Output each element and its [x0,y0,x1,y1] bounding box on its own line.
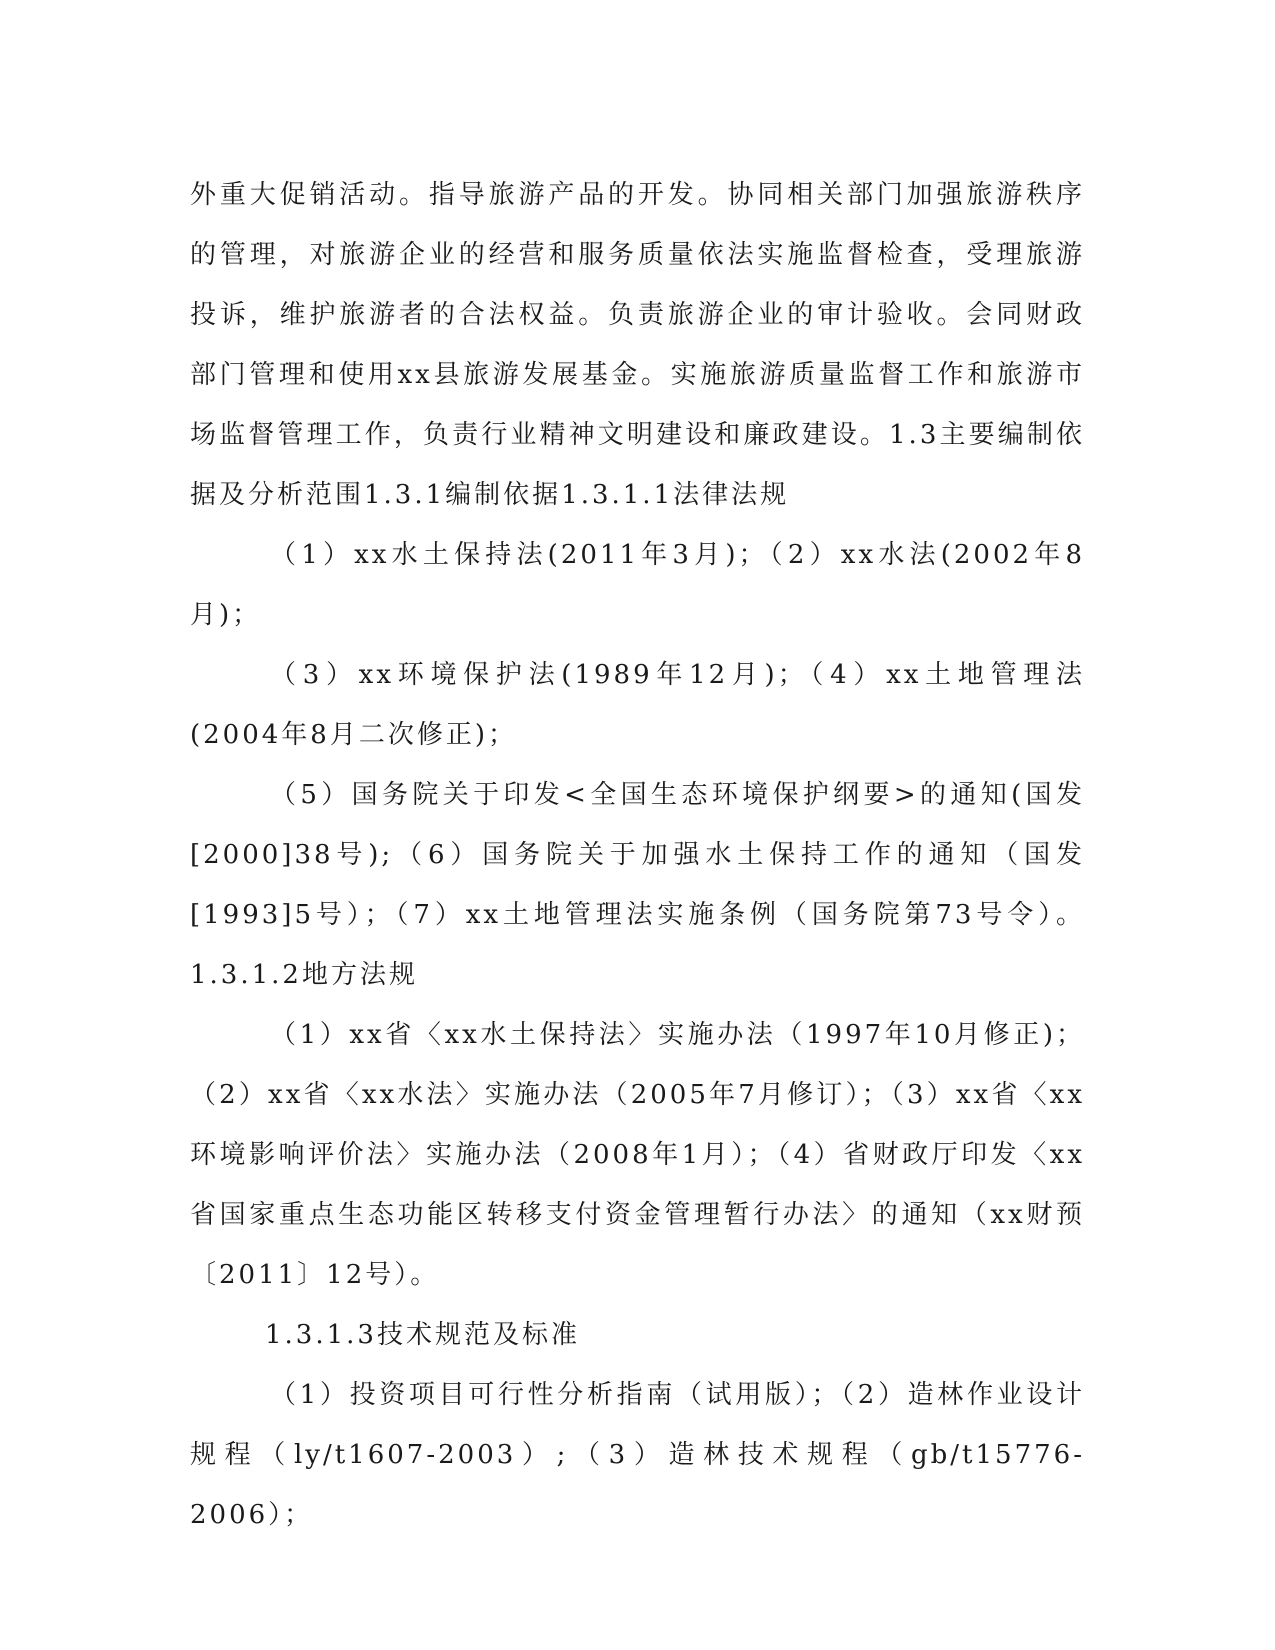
paragraph-local-regulations: （1）xx省〈xx水土保持法〉实施办法（1997年10月修正)；（2）xx省〈xx水法〉实施办法（2005年7月修订）；（3）xx省〈xx环境影响评价法〉实施办法（2008年1月）；（4）省财政厅印发〈xx省国家重点生态功能区转移支付资金管理暂行办法〉的通知（xx财预〔2011〕12号）。 [190,1020,1085,1290]
paragraph-technical-standards: （1）投资项目可行性分析指南（试用版）；（2）造林作业设计规程（ly/t1607-2003）;（3）造林技术规程（gb/t15776-2006）； [190,1380,1085,1530]
paragraph-law-list-2: （3）xx环境保护法(1989年12月)；（4）xx土地管理法(2004年8月二次修正)； [190,660,1085,750]
section-heading-technical-standards: 1.3.1.3技术规范及标准 [265,1320,580,1350]
paragraph-state-council-notices: （5）国务院关于印发<全国生态环境保护纲要>的通知(国发[2000]38号);（6）国务院关于加强水土保持工作的通知（国发[1993]5号）；（7）xx土地管理法实施条例（国务院第73号令）。1.3.1.2地方法规 [190,780,1085,990]
paragraph-tourism-duties: 外重大促销活动。指导旅游产品的开发。协同相关部门加强旅游秩序的管理，对旅游企业的经营和服务质量依法实施监督检查，受理旅游投诉，维护旅游者的合法权益。负责旅游企业的审计验收。会同财政部门管理和使用xx县旅游发展基金。实施旅游质量监督工作和旅游市场监督管理工作，负责行业精神文明建设和廉政建设。1.3主要编制依据及分析范围1.3.1编制依据1.3.1.1法律法规 [190,180,1085,510]
document-body [190,165,1085,1545]
paragraph-law-list-1: （1）xx水土保持法(2011年3月)；（2）xx水法(2002年8月)； [190,540,1085,630]
